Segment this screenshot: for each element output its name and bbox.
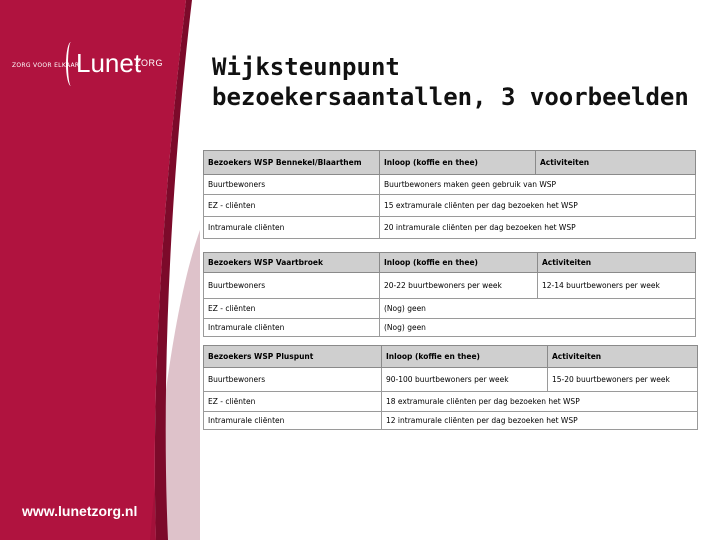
logo-bracket-mark: [66, 42, 76, 86]
table-row: [204, 392, 698, 412]
header-inloop: Inloop (koffie en thee): [382, 346, 548, 368]
table-vaartbroek: [203, 252, 696, 337]
row-label: Intramurale cliënten: [204, 319, 380, 337]
header-inloop: Inloop (koffie en thee): [380, 151, 536, 175]
row-label: EZ - cliënten: [204, 195, 380, 217]
row-inloop: 90-100 buurtbewoners per week: [382, 368, 548, 392]
logo-tagline: ZORG VOOR ELKAAR: [12, 62, 80, 69]
slide-title: [212, 52, 689, 112]
header-visitors: Bezoekers WSP Vaartbroek: [204, 253, 380, 273]
table-row: [204, 195, 696, 217]
table-row: [204, 412, 698, 430]
header-visitors: Bezoekers WSP Pluspunt: [204, 346, 382, 368]
table-row: [204, 368, 698, 392]
table-row: [204, 175, 696, 195]
row-inloop: 12 intramurale cliënten per dag bezoeken het WSP: [382, 412, 698, 430]
row-label: EZ - cliënten: [204, 392, 382, 412]
table-row: [204, 319, 696, 337]
table-row: [204, 217, 696, 239]
row-label: Buurtbewoners: [204, 273, 380, 299]
row-inloop: Buurtbewoners maken geen gebruik van WSP: [380, 175, 696, 195]
header-activiteiten: Activiteiten: [536, 151, 696, 175]
brand-sidebar: [0, 0, 200, 540]
header-activiteiten: Activiteiten: [548, 346, 698, 368]
row-inloop: (Nog) geen: [380, 299, 696, 319]
title-line-1: Wijksteunpunt: [212, 53, 400, 81]
row-label: Intramurale cliënten: [204, 217, 380, 239]
row-inloop: 15 extramurale cliënten per dag bezoeken het WSP: [380, 195, 696, 217]
table-header-row: [204, 346, 698, 368]
logo-suffix: ZORG: [135, 58, 163, 68]
lunet-logo: [10, 40, 200, 100]
table-pluspunt: [203, 345, 698, 430]
table-row: [204, 273, 696, 299]
row-inloop: (Nog) geen: [380, 319, 696, 337]
header-inloop: Inloop (koffie en thee): [380, 253, 538, 273]
table-row: [204, 299, 696, 319]
website-url[interactable]: www.lunetzorg.nl: [22, 503, 138, 519]
row-activiteiten: 12-14 buurtbewoners per week: [538, 273, 696, 299]
row-label: EZ - cliënten: [204, 299, 380, 319]
header-visitors: Bezoekers WSP Bennekel/Blaarthem: [204, 151, 380, 175]
row-inloop: 20 intramurale cliënten per dag bezoeken het WSP: [380, 217, 696, 239]
row-activiteiten: 15-20 buurtbewoners per week: [548, 368, 698, 392]
row-inloop: 20-22 buurtbewoners per week: [380, 273, 538, 299]
table-header-row: [204, 253, 696, 273]
table-header-row: [204, 151, 696, 175]
row-label: Buurtbewoners: [204, 368, 382, 392]
row-inloop: 18 extramurale cliënten per dag bezoeken het WSP: [382, 392, 698, 412]
row-label: Intramurale cliënten: [204, 412, 382, 430]
table-bennekel: [203, 150, 696, 239]
logo-name: Lunet: [76, 48, 142, 78]
row-label: Buurtbewoners: [204, 175, 380, 195]
title-line-2: bezoekersaantallen, 3 voorbeelden: [212, 83, 689, 111]
header-activiteiten: Activiteiten: [538, 253, 696, 273]
